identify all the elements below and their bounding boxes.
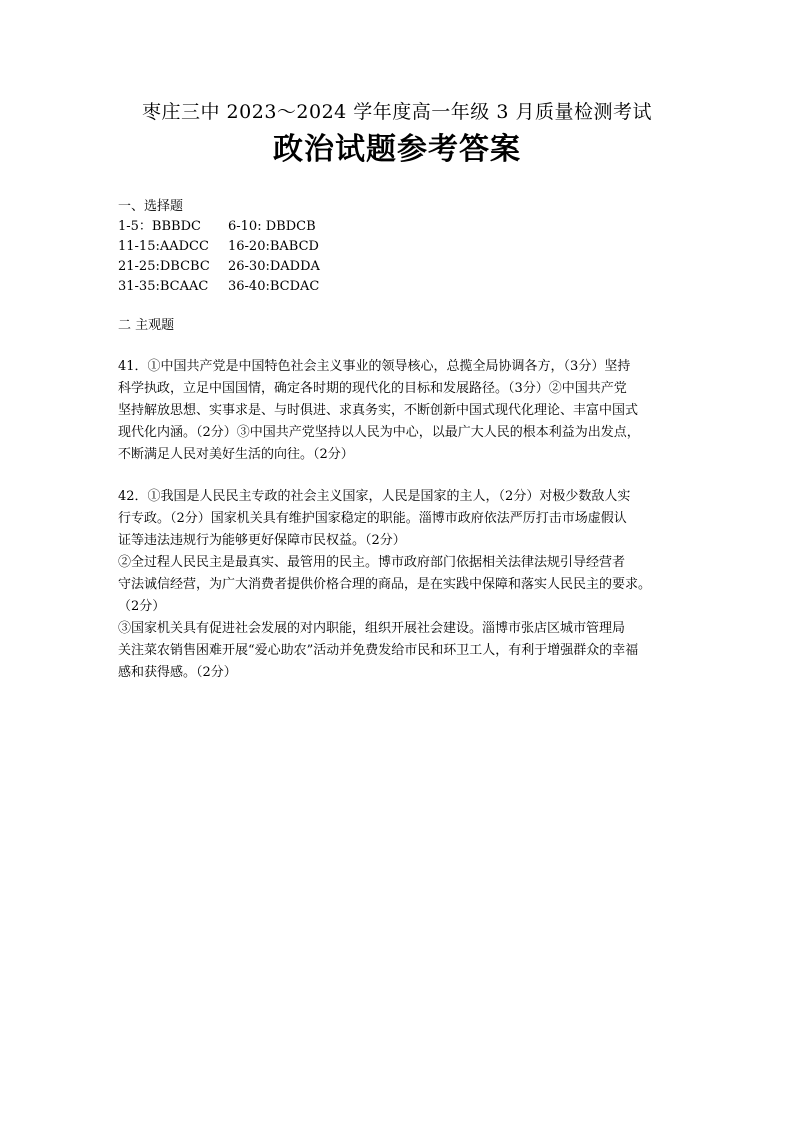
question-41-answer	[118, 356, 688, 466]
document-title: 政治试题参考答案	[273, 132, 521, 167]
choice-answer-row	[118, 257, 320, 277]
answer-line: 关注菜农销售困难开展“爱心助农”活动并免费发给市民和环卫工人，有利于增强群众的幸福	[118, 643, 639, 658]
answer-content	[118, 197, 688, 684]
answer-line: 科学执政，立足中国国情，确定各时期的现代化的目标和发展路径。（3分）②中国共产党	[118, 381, 627, 396]
choice-answer-left: 31-35:BCAAC	[118, 279, 209, 294]
answer-line: 现代化内涵。（2分）③中国共产党坚持以人民为中心，以最广大人民的根本利益为出发点，	[118, 425, 640, 440]
question-42-answer	[118, 486, 688, 684]
choice-answer-left: 11-15:AADCC	[118, 239, 209, 254]
choice-answer-right: 6-10: DBDCB	[228, 219, 316, 234]
answer-line: ②全过程人民民主是最真实、最管用的民主。博市政府部门依据相关法律法规引导经营者	[118, 555, 626, 570]
subjective-section-heading: 二 主观题	[118, 318, 175, 333]
choice-section-heading: 一、选择题	[118, 199, 184, 214]
answer-line: 不断满足人民对美好生活的向往。（2分）	[118, 447, 354, 462]
choice-answer-right: 36-40:BCDAC	[228, 279, 320, 294]
exam-header: 枣庄三中 2023～2024 学年度高一年级 3 月质量检测考试	[142, 101, 652, 123]
choice-answer-right: 16-20:BABCD	[228, 239, 319, 254]
choice-answer-right: 26-30:DADDA	[228, 259, 320, 274]
answer-line: （2分）	[118, 599, 166, 614]
choice-answer-left: 1-5：BBBDC	[118, 219, 201, 234]
choice-answer-left: 21-25:DBCBC	[118, 259, 210, 274]
answer-line: 41．①中国共产党是中国特色社会主义事业的领导核心，总揽全局协调各方，（3分）坚持	[118, 359, 631, 374]
answer-line: 感和获得感。（2分）	[118, 665, 237, 680]
choice-answer-row	[118, 277, 320, 297]
choice-answer-table	[118, 217, 320, 297]
answer-line: 行专政。（2分）国家机关具有维护国家稳定的职能。淄博市政府依法严厉打击市场虚假认	[118, 511, 627, 526]
answer-line: ③国家机关具有促进社会发展的对内职能，组织开展社会建设。淄博市张店区城市管理局	[118, 621, 626, 636]
answer-line: 守法诚信经营，为广大消费者提供价格合理的商品，是在实践中保障和落实人民民主的要求。	[118, 577, 652, 592]
choice-answer-row	[118, 217, 320, 237]
choice-answer-row	[118, 237, 320, 257]
answer-line: 42．①我国是人民民主专政的社会主义国家，人民是国家的主人，（2分）对极少数敌人实	[118, 489, 631, 504]
answer-line: 证等违法违规行为能够更好保障市民权益。（2分）	[118, 533, 406, 548]
answer-line: 坚持解放思想、实事求是、与时俱进、求真务实，不断创新中国式现代化理论、丰富中国式	[118, 403, 639, 418]
